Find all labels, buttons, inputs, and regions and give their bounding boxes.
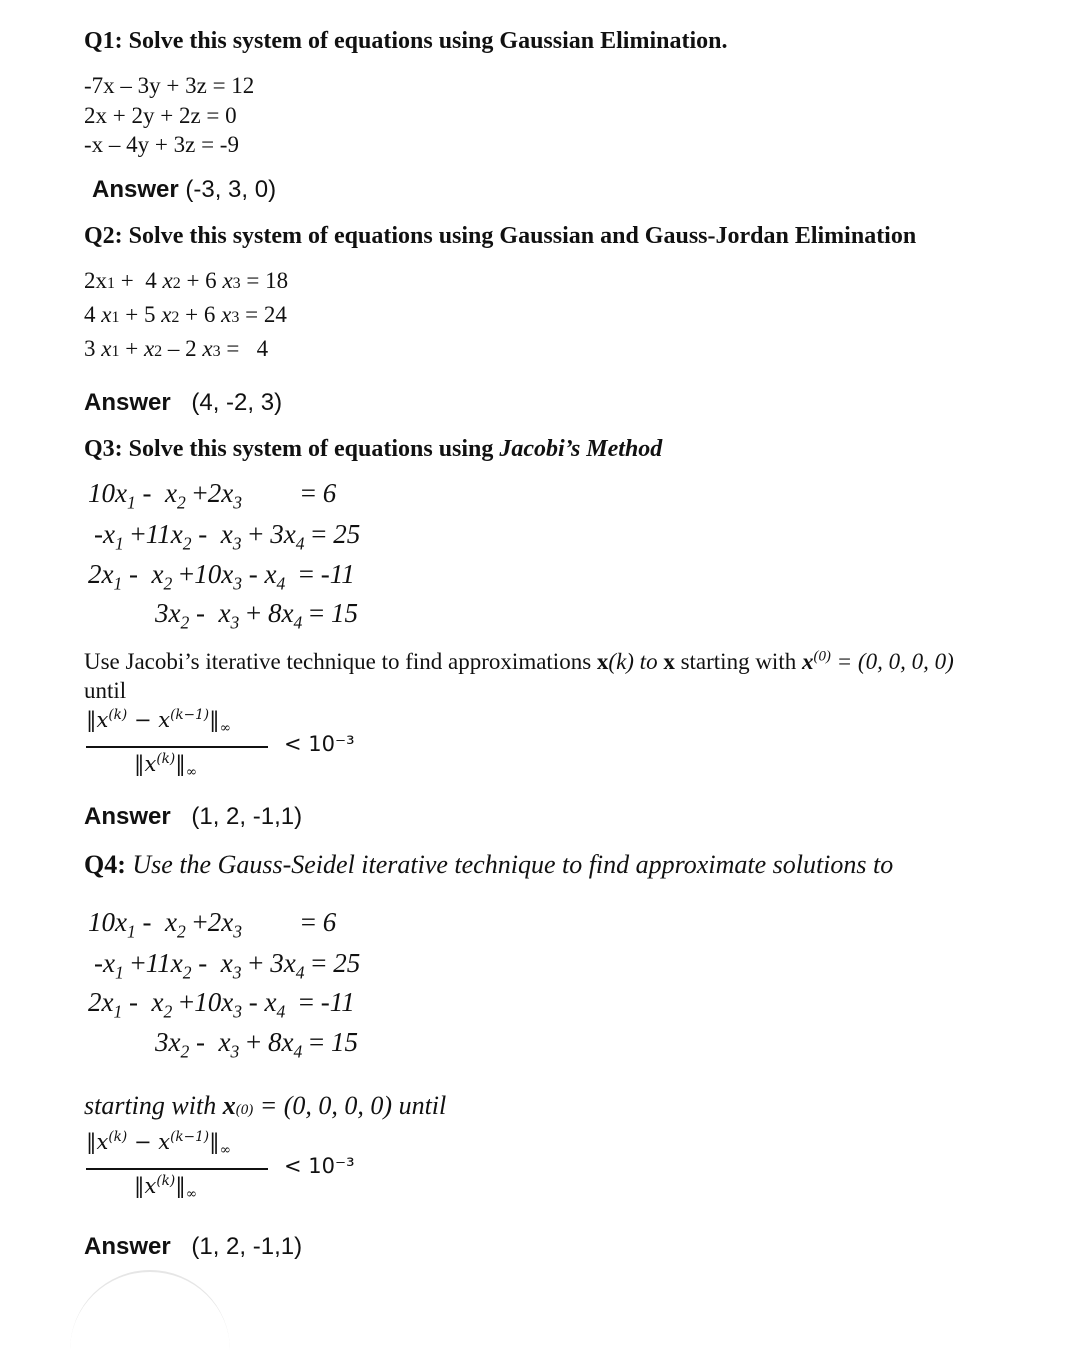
- q2-equation-3: 3 x1 + x2 – 2 x3 = 4: [84, 336, 269, 361]
- q3-instruction-xk: x: [596, 649, 609, 674]
- q2-title: [84, 223, 916, 250]
- q3-instruction-x0: x: [801, 649, 814, 674]
- q3-label: Q3:: [84, 436, 123, 462]
- q4-criterion-fraction-bar: [86, 1168, 268, 1170]
- q1-equation-3: -x – 4y + 3z = -9: [84, 132, 239, 157]
- q3-instruction-start: starting with: [680, 649, 797, 674]
- q3-title-method: Jacobi’s Method: [499, 436, 663, 462]
- q1-equation-1: -7x – 3y + 3z = 12: [84, 73, 255, 98]
- q4-system-eq-1: $10x_1 - x_2 +2x_3 = 6$: [88, 907, 337, 942]
- q3-title: [84, 436, 662, 463]
- q4-criterion-denominator: $‖x^{(k)}‖_\infty$: [134, 1173, 198, 1203]
- q2-answer: [84, 389, 282, 417]
- q3-answer: [84, 803, 302, 831]
- q4-answer: [84, 1233, 302, 1261]
- q4-system-eq-3: $2x_1 - x_2 +10x_3 - x_4 = -11$: [88, 987, 355, 1022]
- q1-title: [84, 28, 727, 55]
- q4-system-eq-2: $-x_1 +11x_2 - x_3 + 3x_4 = 25$: [94, 948, 361, 983]
- q4-criterion-numerator: $‖x^{(k)}$ − $x^{(k-1)}‖_\infty$: [86, 1129, 231, 1159]
- q1-answer-label: Answer: [92, 176, 179, 203]
- q2-equation-1: 2x1 + 4 x2 + 6 x3 = 18: [84, 268, 289, 293]
- q4-start-vector: = (0, 0, 0, 0) until: [259, 1091, 447, 1120]
- q3-instruction-x: x: [663, 649, 675, 674]
- faint-arc-decoration: [70, 1270, 230, 1352]
- q1-equation-2: 2x + 2y + 2z = 0: [84, 103, 237, 128]
- q3-criterion-numerator: $‖x^{(k)}$ − $x^{(k-1)}‖_\infty$: [86, 707, 231, 737]
- q3-instruction-k: (k) to: [608, 649, 658, 674]
- q4-answer-label: Answer: [84, 1233, 171, 1260]
- q4-answer-value: (1, 2, -1,1): [191, 1233, 303, 1260]
- q2-answer-label: Answer: [84, 389, 171, 416]
- q4-start-x: x: [222, 1091, 236, 1120]
- q4-title: [84, 850, 893, 880]
- q3-title-prefix: Solve this system of equations using: [128, 436, 494, 462]
- q1-answer: [92, 176, 276, 204]
- q3-instruction-until: until: [84, 678, 127, 703]
- q4-title-text: Use the Gauss-Seidel iterative technique to find approximate solutions to: [132, 850, 894, 879]
- q4-start-text: starting with: [84, 1091, 217, 1120]
- q3-criterion-denominator: $‖x^{(k)}‖_\infty$: [134, 751, 198, 781]
- q3-answer-label: Answer: [84, 803, 171, 830]
- q4-start-sub: (0): [235, 1102, 254, 1118]
- q2-answer-value: (4, -2, 3): [191, 389, 283, 416]
- q3-answer-value: (1, 2, -1,1): [191, 803, 303, 830]
- q3-instruction-sup0: (0): [813, 648, 831, 665]
- q4-start-condition: [84, 1091, 446, 1121]
- q2-label: Q2:: [84, 223, 123, 249]
- q3-system-eq-4: $3x_2 - x_3 + 8x_4 = 15$: [155, 598, 358, 633]
- q4-system-eq-4: $3x_2 - x_3 + 8x_4 = 15$: [155, 1027, 358, 1062]
- q3-system-eq-2: $-x_1 +11x_2 - x_3 + 3x_4 = 25$: [94, 519, 361, 554]
- q3-system-eq-1: $10x_1 - x_2 +2x_3 = 6$: [88, 478, 337, 513]
- q4-criterion-rhs: < 10⁻³: [284, 1154, 355, 1178]
- q4-label: Q4:: [84, 850, 126, 879]
- q2-title-text: Solve this system of equations using Gaussian and Gauss-Jordan Elimination: [128, 223, 917, 249]
- q3-criterion-fraction-bar: [86, 746, 268, 748]
- q3-instruction-text: Use Jacobi’s iterative technique to find approximations: [84, 649, 592, 674]
- q3-instruction-vector: = (0, 0, 0, 0): [836, 649, 954, 674]
- q3-criterion-rhs: < 10⁻³: [284, 732, 355, 756]
- q1-label: Q1:: [84, 28, 123, 54]
- q3-system-eq-3: $2x_1 - x_2 +10x_3 - x_4 = -11$: [88, 559, 355, 594]
- q1-answer-value: (-3, 3, 0): [185, 176, 277, 203]
- q3-instruction: [84, 649, 954, 675]
- q2-equation-2: 4 x1 + 5 x2 + 6 x3 = 24: [84, 302, 287, 327]
- q1-title-text: Solve this system of equations using Gaussian Elimination.: [128, 28, 728, 54]
